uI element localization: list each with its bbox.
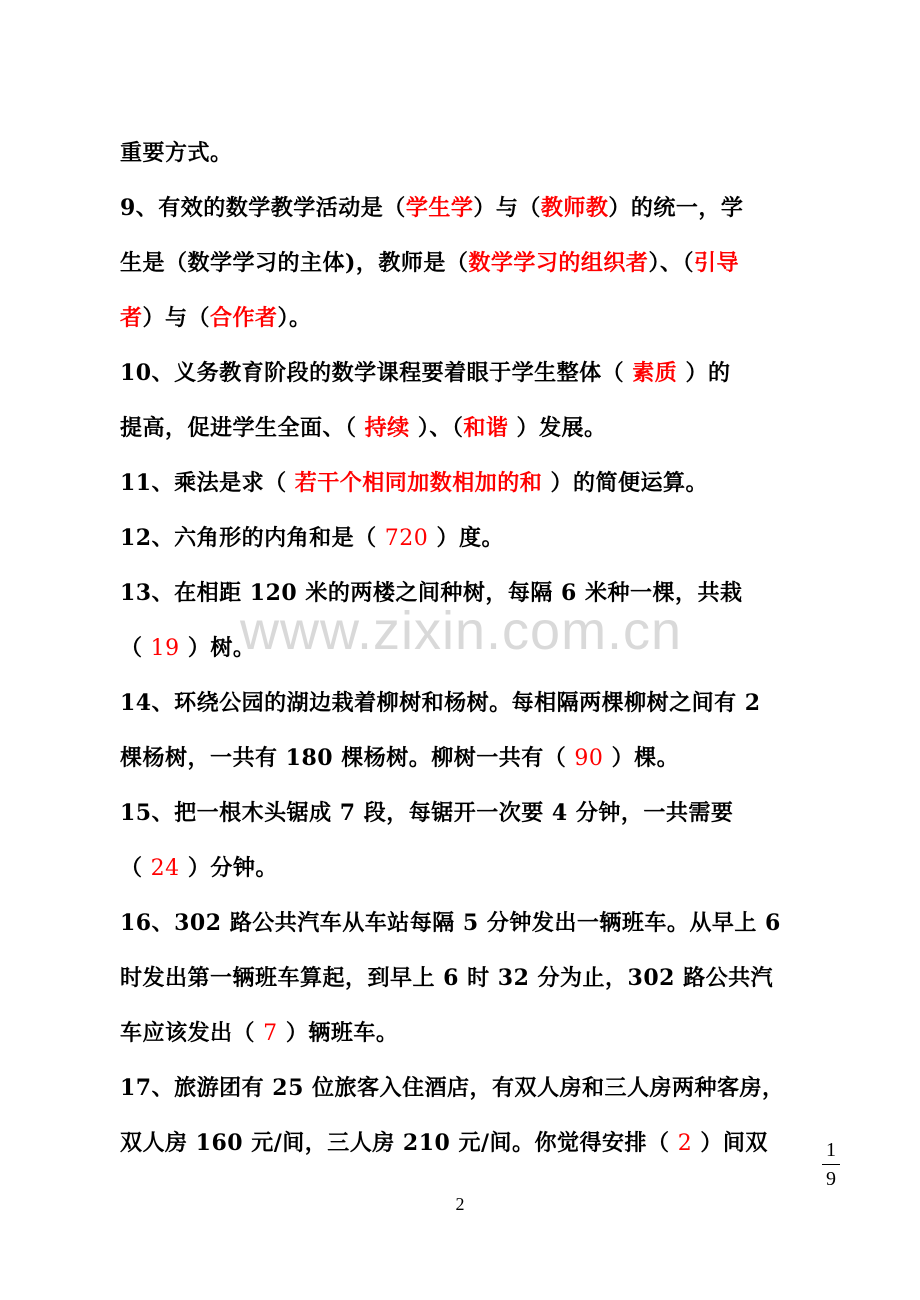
answer-text: 7 bbox=[263, 1021, 278, 1046]
question-text: （ bbox=[120, 635, 151, 661]
text-line bbox=[120, 181, 802, 236]
question-text: ）的 bbox=[677, 360, 731, 386]
answer-text: 90 bbox=[574, 746, 604, 771]
question-text: ）棵。 bbox=[603, 745, 680, 771]
side-fraction-denominator: 9 bbox=[826, 1168, 836, 1190]
question-text: 生是（数学学习的主体)，教师是（ bbox=[120, 250, 469, 276]
question-text: ）、（ bbox=[648, 250, 694, 276]
answer-text: 持续 bbox=[364, 415, 410, 441]
question-text: 13、在相距 120 米的两楼之间种树，每隔 6 米种一棵，共栽 bbox=[120, 580, 743, 606]
question-text: 提高，促进学生全面、（ bbox=[120, 415, 365, 441]
question-text: ）发展。 bbox=[508, 415, 607, 441]
question-text: 11、乘法是求（ bbox=[120, 470, 295, 496]
question-text: ）与（ bbox=[473, 195, 541, 221]
answer-text: 若干个相同加数相加的和 bbox=[294, 470, 543, 496]
answer-text: 2 bbox=[677, 1131, 693, 1156]
side-fraction-numerator: 1 bbox=[826, 1139, 836, 1161]
question-text: 重要方式。 bbox=[120, 140, 233, 166]
question-text: 14、环绕公园的湖边栽着柳树和杨树。每相隔两棵柳树之间有 2 bbox=[120, 690, 761, 716]
question-text: ）。 bbox=[277, 305, 312, 331]
side-fraction-bar bbox=[822, 1164, 840, 1165]
text-line bbox=[120, 291, 802, 346]
question-text: 棵杨树，一共有 180 棵杨树。柳树一共有（ bbox=[120, 745, 575, 771]
watermark: www.zixin.com.cn bbox=[240, 601, 683, 661]
answer-text: 24 bbox=[150, 856, 180, 881]
answer-text: 720 bbox=[384, 526, 429, 551]
question-text: 10、义务教育阶段的数学课程要着眼于学生整体（ bbox=[120, 360, 633, 386]
text-line bbox=[120, 1061, 802, 1116]
question-text: 双人房 160 元/间，三人房 210 元/间。你觉得安排（ bbox=[120, 1130, 678, 1156]
question-text: 9、有效的数学教学活动是（ bbox=[120, 195, 406, 221]
answer-text: 19 bbox=[150, 636, 180, 661]
text-line bbox=[120, 346, 802, 401]
answer-text: 素质 bbox=[632, 360, 678, 386]
text-line bbox=[120, 126, 802, 181]
answer-text: 和谐 bbox=[463, 415, 509, 441]
text-line bbox=[120, 731, 802, 786]
answer-text: 者 bbox=[120, 305, 143, 331]
question-text: ）树。 bbox=[179, 635, 256, 661]
question-text: 时发出第一辆班车算起，到早上 6 时 32 分为止，302 路公共汽 bbox=[120, 965, 774, 991]
question-text: 12、六角形的内角和是（ bbox=[120, 525, 385, 551]
text-line bbox=[120, 401, 802, 456]
question-text: ）度。 bbox=[428, 525, 504, 551]
question-text: 16、302 路公共汽车从车站每隔 5 分钟发出一辆班车。从早上 6 bbox=[120, 910, 781, 936]
text-line bbox=[120, 1006, 802, 1061]
answer-text: 合作者 bbox=[210, 305, 278, 331]
side-fraction bbox=[822, 1138, 840, 1191]
question-text: ）、（ bbox=[409, 415, 464, 441]
question-text: ）与（ bbox=[142, 305, 211, 331]
question-text: 17、旅游团有 25 位旅客入住酒店，有双人房和三人房两种客房， bbox=[120, 1075, 785, 1101]
question-text: ）的简便运算。 bbox=[542, 470, 708, 496]
question-text: 车应该发出（ bbox=[120, 1020, 264, 1046]
answer-text: 引导 bbox=[693, 250, 739, 276]
question-text: 15、把一根木头锯成 7 段，每锯开一次要 4 分钟，一共需要 bbox=[120, 800, 734, 826]
question-text: （ bbox=[120, 855, 151, 881]
text-line bbox=[120, 676, 802, 731]
text-line bbox=[120, 896, 802, 951]
question-text: ）间双 bbox=[692, 1130, 768, 1156]
answer-text: 学生学 bbox=[405, 195, 474, 221]
text-line bbox=[120, 236, 802, 291]
page-number: 2 bbox=[455, 1194, 465, 1214]
text-line bbox=[120, 511, 802, 566]
text-line bbox=[120, 456, 802, 511]
answer-text: 教师教 bbox=[540, 195, 609, 221]
text-line bbox=[120, 841, 802, 896]
question-text: ）辆班车。 bbox=[277, 1020, 399, 1046]
question-text: ）的统一，学 bbox=[608, 195, 744, 221]
text-line bbox=[120, 786, 802, 841]
question-text: ）分钟。 bbox=[179, 855, 278, 881]
text-line bbox=[120, 951, 802, 1006]
text-line bbox=[120, 1116, 802, 1171]
answer-text: 数学学习的组织者 bbox=[468, 250, 649, 276]
